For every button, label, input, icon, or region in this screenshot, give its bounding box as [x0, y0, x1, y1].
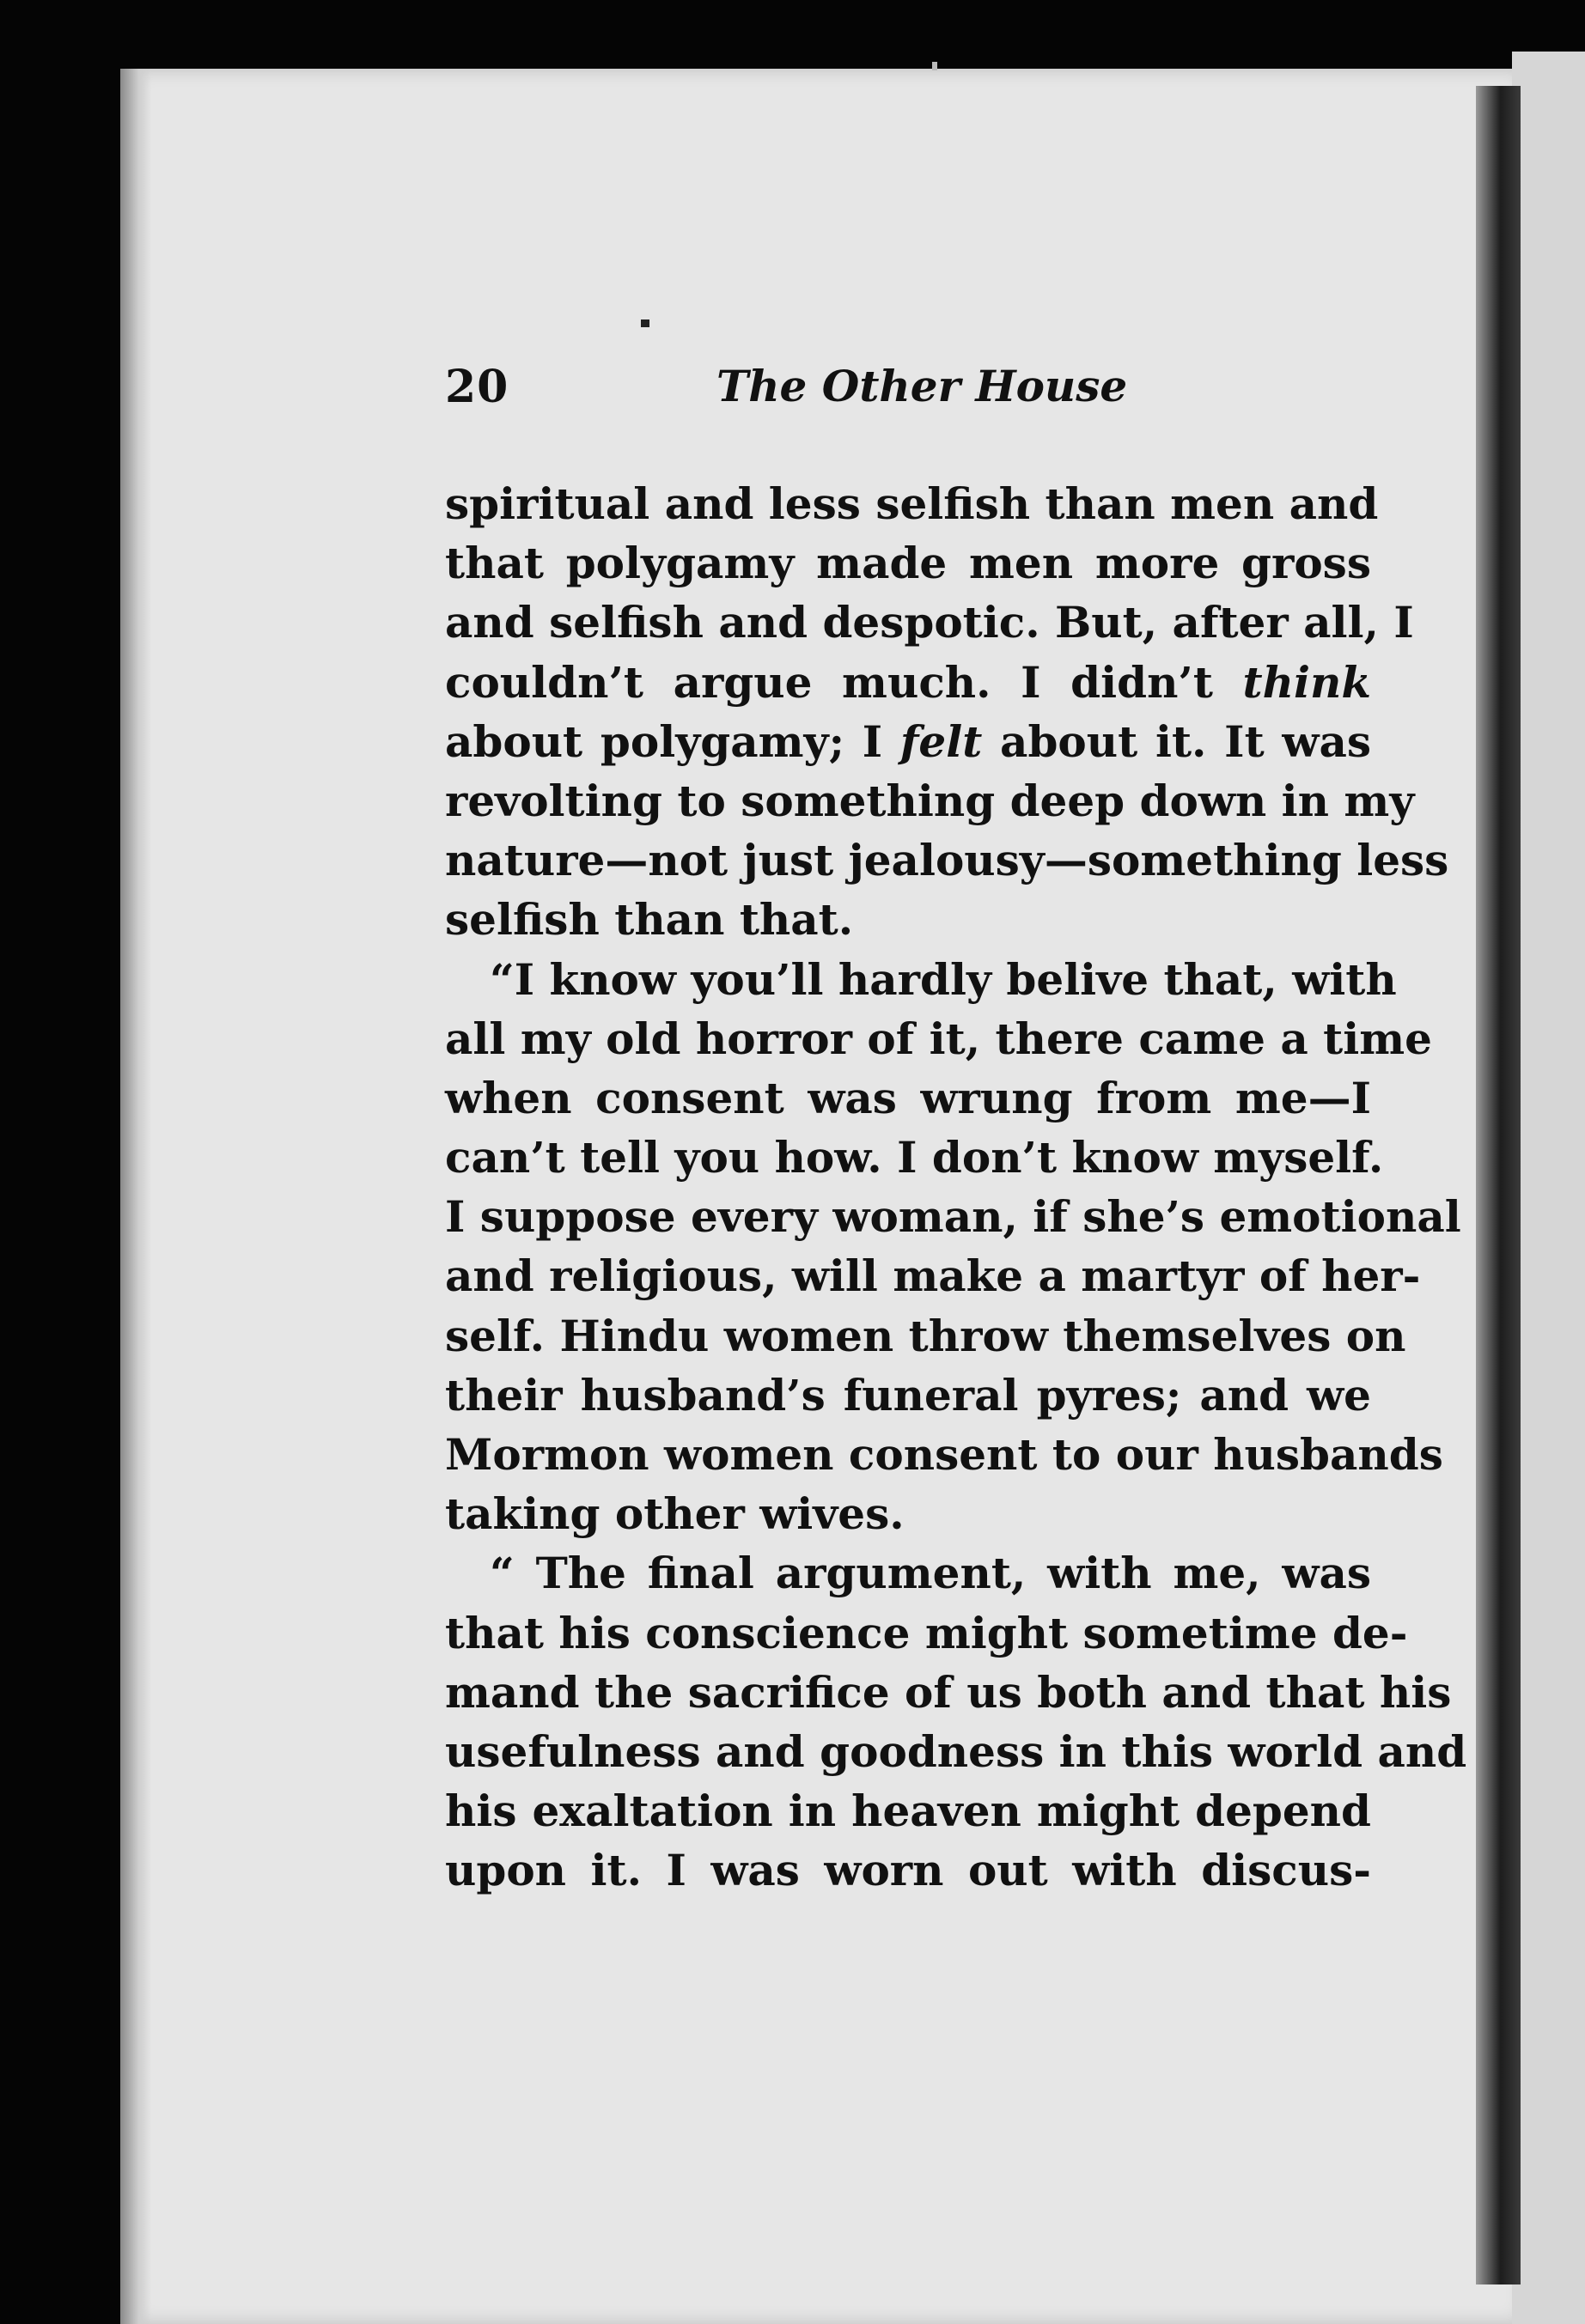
text-line: Mormon women consent to our husbands — [445, 1429, 1443, 1480]
running-head — [445, 361, 1373, 421]
page-number: 20 — [445, 361, 509, 413]
text-line: and religious, will make a martyr of her- — [445, 1250, 1421, 1302]
text-line: can’t tell you how. I don’t know myself. — [445, 1132, 1384, 1183]
text-line: that his conscience might sometime de- — [445, 1607, 1408, 1658]
ink-speck — [641, 319, 649, 327]
text-line: mand the sacrifice of us both and that his — [445, 1666, 1452, 1718]
text-line: that polygamy made men more gross — [445, 538, 1371, 589]
running-title: The Other House — [716, 361, 1128, 411]
text-line: “ The final argument, with me, was — [490, 1548, 1371, 1599]
text-line: his exaltation in heaven might depend — [445, 1786, 1371, 1837]
page-binding-edge — [1476, 86, 1521, 2284]
adjacent-page — [1512, 52, 1585, 2324]
text-line: usefulness and goodness in this world and — [445, 1725, 1467, 1777]
text-line: nature—not just jealousy—something less — [445, 835, 1449, 886]
text-segment: couldn’t argue much. I didn’t — [445, 656, 1243, 708]
text-line: when consent was wrung from me—I — [445, 1072, 1371, 1123]
text-line-with-italic — [445, 712, 1371, 771]
italic-word: think — [1242, 656, 1371, 708]
text-line: I suppose every woman, if she’s emotional — [445, 1191, 1461, 1243]
text-line: revolting to something deep down in my — [445, 775, 1415, 826]
text-line: upon it. I was worn out with discus- — [445, 1845, 1371, 1896]
text-line: all my old horror of it, there came a time — [445, 1013, 1432, 1064]
italic-word: felt — [899, 715, 983, 767]
text-line: selfish than that. — [445, 894, 854, 946]
text-line: spiritual and less selfish than men and — [445, 478, 1379, 529]
text-line: and selfish and despotic. But, after all, I — [445, 597, 1414, 648]
page-gutter-shadow — [120, 69, 151, 2324]
text-line: taking other wives. — [445, 1488, 905, 1540]
text-segment: about it. It was — [982, 715, 1371, 767]
text-line: their husband’s funeral pyres; and we — [445, 1369, 1371, 1421]
dust-speck — [932, 62, 937, 70]
text-line: self. Hindu women throw themselves on — [445, 1310, 1406, 1361]
text-line: “I know you’ll hardly belive that, with — [490, 953, 1397, 1005]
body-text — [445, 474, 1467, 1901]
text-segment: about polygamy; I — [445, 715, 900, 767]
text-line-with-italic — [445, 653, 1371, 712]
